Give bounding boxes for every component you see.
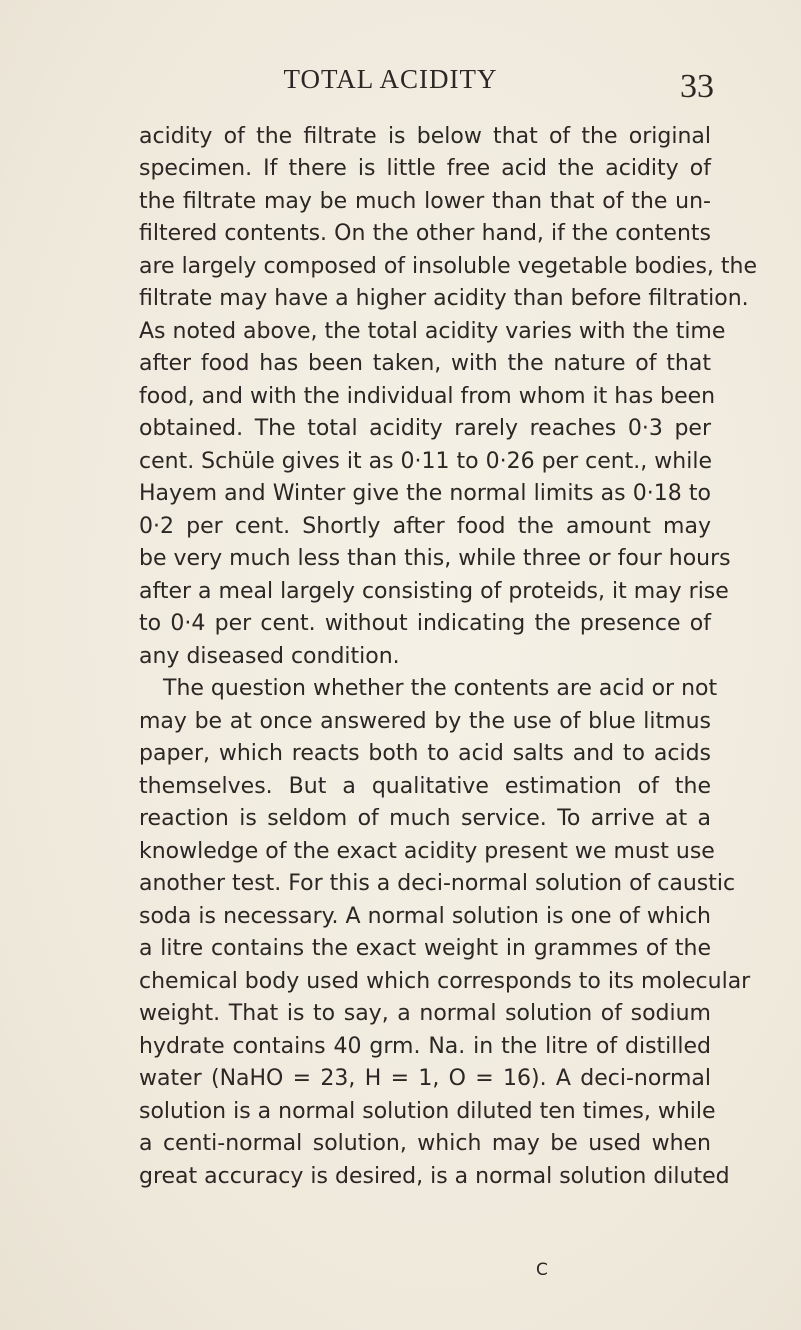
- text-line: reaction is seldom of much service. To arrive at a: [139, 806, 711, 831]
- text-line: acidity of the filtrate is below that of the original: [139, 124, 711, 149]
- text-line: any diseased condition.: [139, 644, 400, 669]
- text-line: As noted above, the total acidity varies with the time: [139, 319, 726, 344]
- text-line: obtained. The total acidity rarely reaches 0·3 per: [139, 416, 711, 441]
- text-line: knowledge of the exact acidity present we must use: [139, 839, 715, 864]
- text-line: be very much less than this, while three or four hours: [139, 546, 731, 571]
- text-line: Hayem and Winter give the normal limits as 0·18 to: [139, 481, 711, 506]
- text-line: after food has been taken, with the nature of that: [139, 351, 711, 376]
- signature-mark: C: [536, 1260, 548, 1280]
- text-line: weight. That is to say, a normal solution of sodium: [139, 1001, 711, 1026]
- text-line: solution is a normal solution diluted ten times, while: [139, 1099, 716, 1124]
- text-line: soda is necessary. A normal solution is one of which: [139, 904, 711, 929]
- text-line: filtered contents. On the other hand, if the contents: [139, 221, 711, 246]
- text-line: after a meal largely consisting of proteids, it may rise: [139, 579, 729, 604]
- text-line: another test. For this a deci-normal solution of caustic: [139, 871, 736, 896]
- text-line: a centi-normal solution, which may be used when: [139, 1131, 711, 1156]
- text-line: paper, which reacts both to acid salts and to acids: [139, 741, 711, 766]
- text-line: to 0·4 per cent. without indicating the presence of: [139, 611, 711, 636]
- text-line: great accuracy is desired, is a normal solution diluted: [139, 1164, 730, 1189]
- running-head: TOTAL ACIDITY: [283, 64, 498, 94]
- text-line: themselves. But a qualitative estimation of the: [139, 774, 711, 799]
- text-line: water (NaHO = 23, H = 1, O = 16). A deci-normal: [139, 1066, 711, 1091]
- text-line: a litre contains the exact weight in grammes of the: [139, 936, 711, 961]
- page-number: 33: [680, 68, 714, 105]
- text-line: cent. Schüle gives it as 0·11 to 0·26 per cent., while: [139, 449, 712, 474]
- text-line: hydrate contains 40 grm. Na. in the litre of distilled: [139, 1034, 711, 1059]
- text-line: chemical body used which corresponds to its molecular: [139, 969, 751, 994]
- text-line: the filtrate may be much lower than that of the un-: [139, 189, 711, 214]
- text-line: The question whether the contents are acid or not: [163, 676, 718, 701]
- text-line: 0·2 per cent. Shortly after food the amount may: [139, 514, 711, 539]
- text-line: specimen. If there is little free acid the acidity of: [139, 156, 711, 181]
- text-line: are largely composed of insoluble vegetable bodies, the: [139, 254, 758, 279]
- text-line: filtrate may have a higher acidity than before filtration.: [139, 286, 749, 311]
- text-line: food, and with the individual from whom it has been: [139, 384, 716, 409]
- text-line: may be at once answered by the use of blue litmus: [139, 709, 711, 734]
